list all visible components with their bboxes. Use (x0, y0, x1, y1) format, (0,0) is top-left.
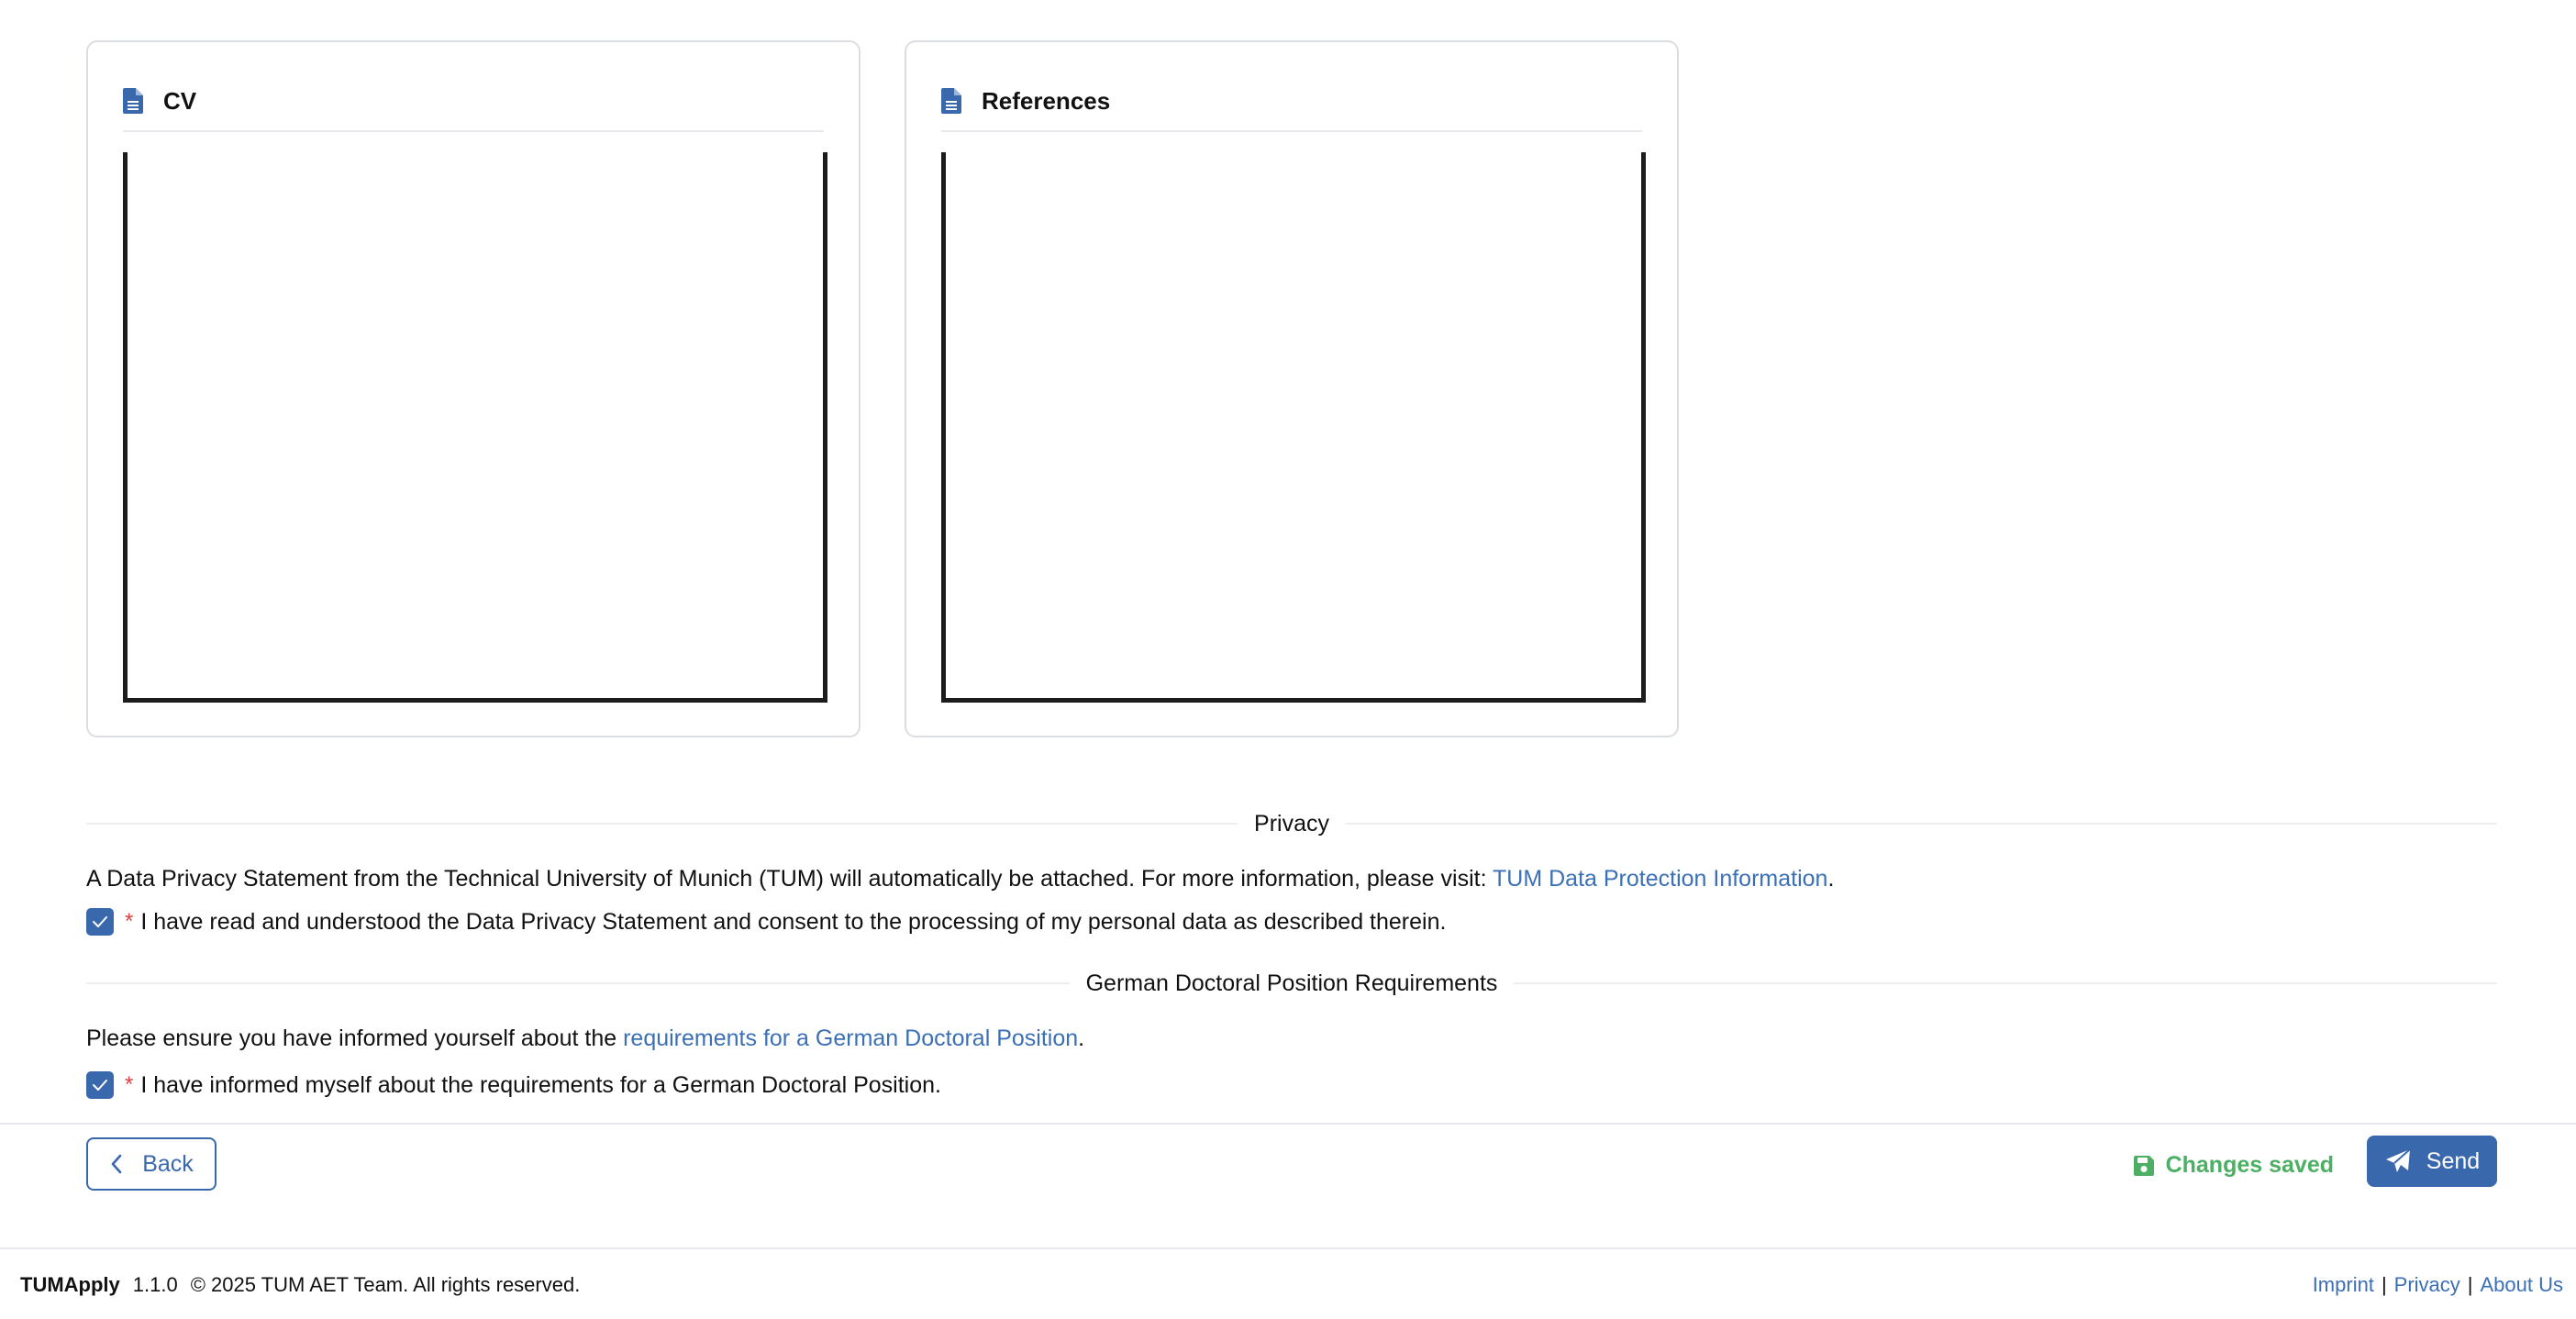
references-document-card (905, 40, 1679, 737)
file-text-icon (123, 88, 143, 114)
imprint-link[interactable]: Imprint (2312, 1273, 2374, 1296)
german-doctoral-info-end: . (1078, 1025, 1085, 1051)
german-doctoral-info-text: Please ensure you have informed yourself about the (86, 1025, 624, 1051)
footer-copyright: © 2025 TUM AET Team. All rights reserved. (190, 1273, 581, 1296)
cv-card-divider (123, 130, 824, 132)
about-us-link[interactable]: About Us (2480, 1273, 2563, 1296)
check-icon (92, 1079, 108, 1092)
privacy-statement-end: . (1827, 866, 1835, 892)
cv-document-preview[interactable] (123, 152, 827, 703)
tum-data-protection-link[interactable]: TUM Data Protection Information (1493, 866, 1828, 892)
german-doctoral-section-divider (86, 965, 2497, 1002)
footer-version: 1.1.0 (132, 1273, 178, 1296)
footer-separator: | (2381, 1273, 2387, 1296)
file-text-icon (941, 88, 961, 114)
privacy-consent-row (86, 908, 1446, 936)
footer (0, 1266, 2576, 1310)
cv-document-card (86, 40, 861, 737)
german-doctoral-confirm-label[interactable]: I have informed myself about the requirements for a German Doctoral Position. (140, 1071, 941, 1098)
privacy-statement-text: A Data Privacy Statement from the Technical University of Munich (TUM) will automatically be attached. For more information, please visit: (86, 866, 1493, 892)
references-card-title: References (982, 86, 1111, 115)
save-status (2133, 1152, 2334, 1179)
send-button-label: Send (2426, 1147, 2481, 1174)
required-asterisk: * (125, 1072, 134, 1097)
footer-links (2313, 1273, 2563, 1297)
footer-brand: TUMApply (20, 1273, 120, 1296)
privacy-section-divider (86, 805, 2497, 842)
chevron-left-icon (109, 1153, 124, 1175)
references-document-preview[interactable] (941, 152, 1646, 703)
cv-card-title: CV (163, 86, 197, 115)
send-button[interactable] (2367, 1136, 2497, 1187)
german-doctoral-section-title: German Doctoral Position Requirements (1085, 970, 1498, 996)
privacy-consent-label[interactable]: I have read and understood the Data Privacy Statement and consent to the processing of my personal data as described therein. (140, 908, 1447, 935)
required-asterisk: * (125, 909, 134, 934)
paper-plane-icon (2384, 1148, 2412, 1174)
references-card-header (941, 75, 1110, 127)
german-doctoral-info (86, 1025, 1084, 1052)
german-doctoral-confirm-checkbox[interactable] (86, 1071, 114, 1099)
footer-info (20, 1273, 580, 1297)
back-button-label: Back (142, 1150, 194, 1177)
action-bar (0, 1123, 2576, 1249)
german-doctoral-confirm-row (86, 1071, 941, 1099)
privacy-section-title: Privacy (1254, 810, 1329, 837)
check-icon (92, 915, 108, 928)
privacy-link[interactable]: Privacy (2393, 1273, 2460, 1296)
back-button[interactable] (86, 1137, 217, 1191)
german-doctoral-requirements-link[interactable]: requirements for a German Doctoral Position (623, 1025, 1079, 1051)
floppy-disk-icon (2133, 1155, 2155, 1177)
references-card-divider (941, 130, 1642, 132)
privacy-consent-checkbox[interactable] (86, 908, 114, 936)
save-status-label: Changes saved (2165, 1152, 2334, 1178)
privacy-statement (86, 866, 1834, 892)
cv-card-header (123, 75, 196, 127)
footer-separator: | (2467, 1273, 2473, 1296)
